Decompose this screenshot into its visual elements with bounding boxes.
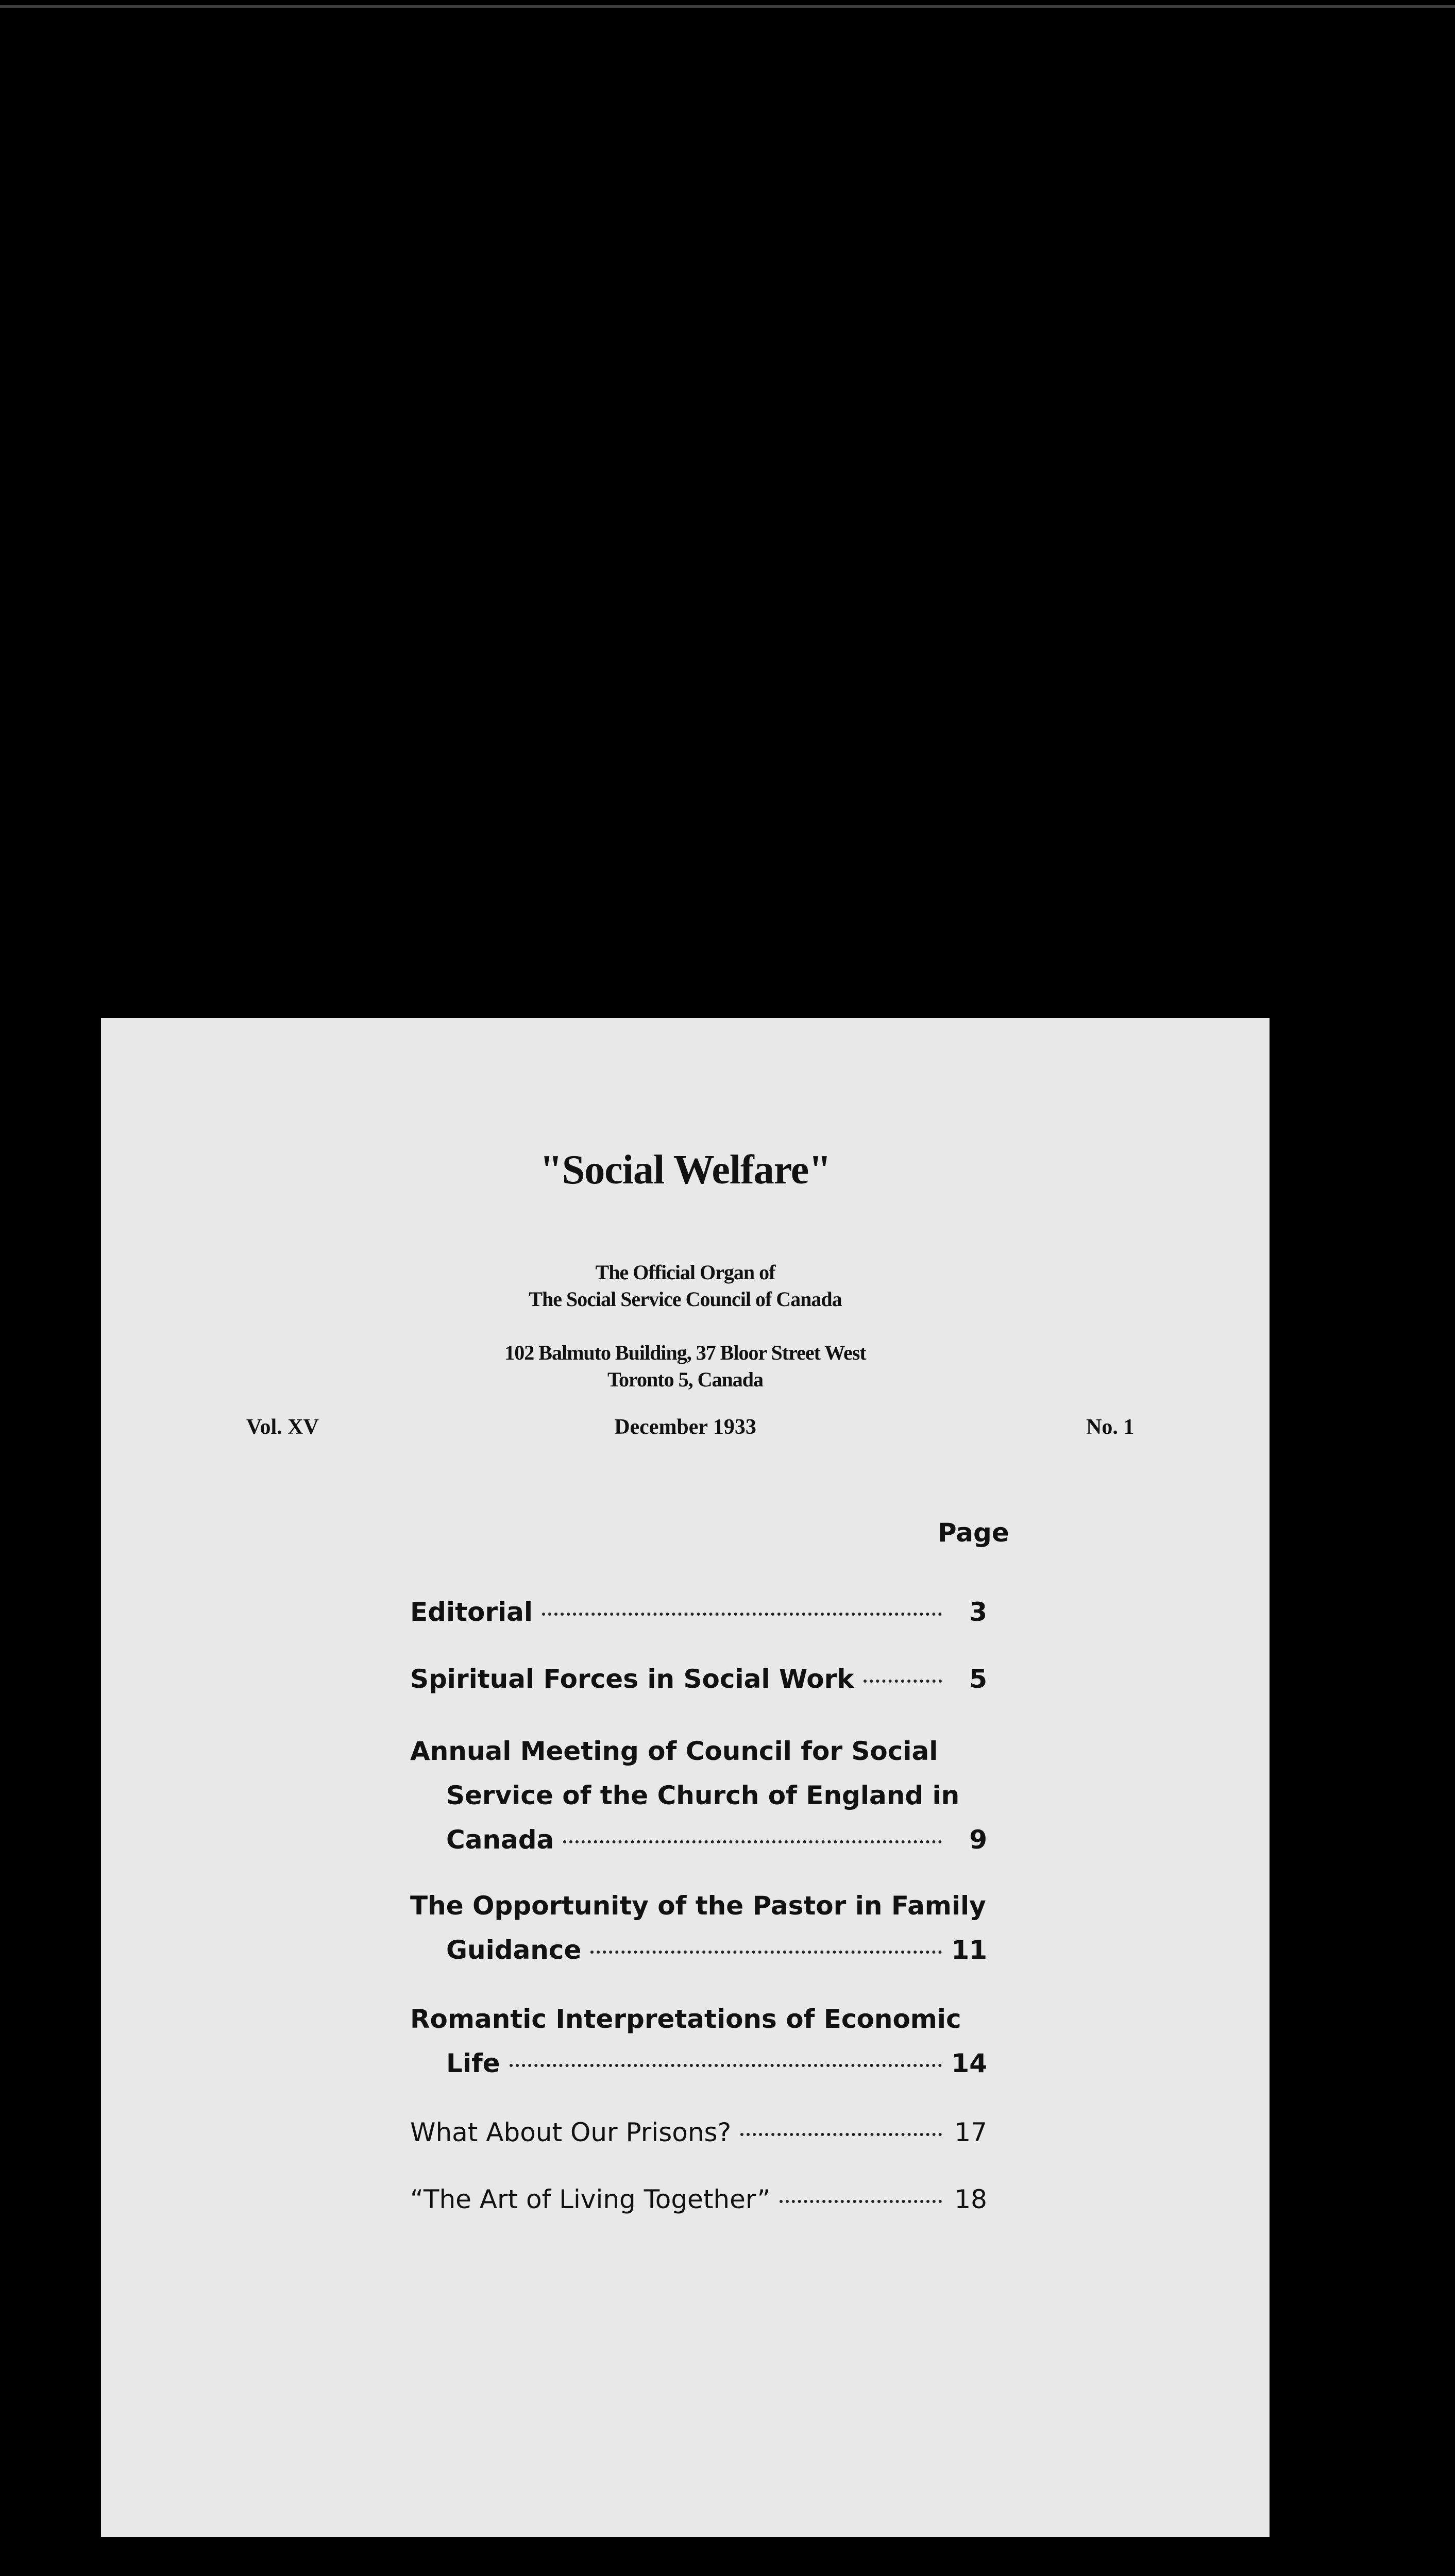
leader-dots xyxy=(740,2133,942,2136)
toc-entry-title: Editorial xyxy=(410,1597,533,1627)
address-line-2: Toronto 5, Canada xyxy=(607,1368,763,1391)
toc-entry-page: 9 xyxy=(969,1825,987,1855)
address-line-1: 102 Balmuto Building, 37 Bloor Street West xyxy=(504,1341,866,1364)
toc-entry-page: 18 xyxy=(954,2184,987,2214)
toc-entry-title: The Opportunity of the Pastor in Family xyxy=(410,1891,986,1921)
toc-entry-spiritual-forces xyxy=(410,1657,987,1701)
issue-number: No. 1 xyxy=(1086,1415,1135,1439)
table-of-contents xyxy=(101,1018,1270,2537)
toc-entry-title: Annual Meeting of Council for Social xyxy=(410,1736,938,1766)
page-column-heading: Page xyxy=(938,1518,1009,1548)
leader-dots xyxy=(590,1951,942,1954)
toc-entry-title: “The Art of Living Together” xyxy=(410,2184,771,2214)
subtitle-line-2: The Social Service Council of Canada xyxy=(529,1287,842,1311)
toc-entry-page: 17 xyxy=(954,2117,987,2147)
toc-entry-romantic-interpretations xyxy=(410,1997,987,2086)
toc-entry-prisons xyxy=(410,2110,987,2155)
toc-entry-title: Spiritual Forces in Social Work xyxy=(410,1664,854,1694)
toc-entry-opportunity-pastor xyxy=(410,1884,987,1972)
toc-entry-title: What About Our Prisons? xyxy=(410,2117,732,2147)
document-title: "Social Welfare" xyxy=(539,1147,831,1193)
leader-dots xyxy=(510,2064,942,2067)
top-rule xyxy=(0,5,1455,8)
toc-entry-art-of-living xyxy=(410,2177,987,2222)
leader-dots xyxy=(780,2200,942,2203)
leader-dots xyxy=(542,1613,942,1616)
leader-dots xyxy=(864,1680,942,1683)
toc-entry-title-cont: Canada xyxy=(446,1825,554,1855)
toc-entry-title-cont: Guidance xyxy=(446,1935,582,1965)
toc-entry-title-cont: Life xyxy=(446,2048,500,2078)
toc-entry-editorial xyxy=(410,1590,987,1634)
toc-entry-page: 5 xyxy=(969,1664,987,1694)
leader-dots xyxy=(563,1840,942,1843)
toc-entry-page: 3 xyxy=(969,1597,987,1627)
issue-date: December 1933 xyxy=(614,1415,756,1439)
document-page xyxy=(101,1018,1270,2537)
toc-entry-title: Romantic Interpretations of Economic xyxy=(410,2004,961,2034)
toc-entry-annual-meeting xyxy=(410,1729,987,1862)
volume-label: Vol. XV xyxy=(246,1415,319,1439)
toc-entry-page: 11 xyxy=(951,1935,987,1965)
subtitle-line-1: The Official Organ of xyxy=(595,1261,775,1284)
toc-entry-page: 14 xyxy=(951,2048,987,2078)
toc-entry-title-cont: Service of the Church of England in xyxy=(446,1781,960,1810)
